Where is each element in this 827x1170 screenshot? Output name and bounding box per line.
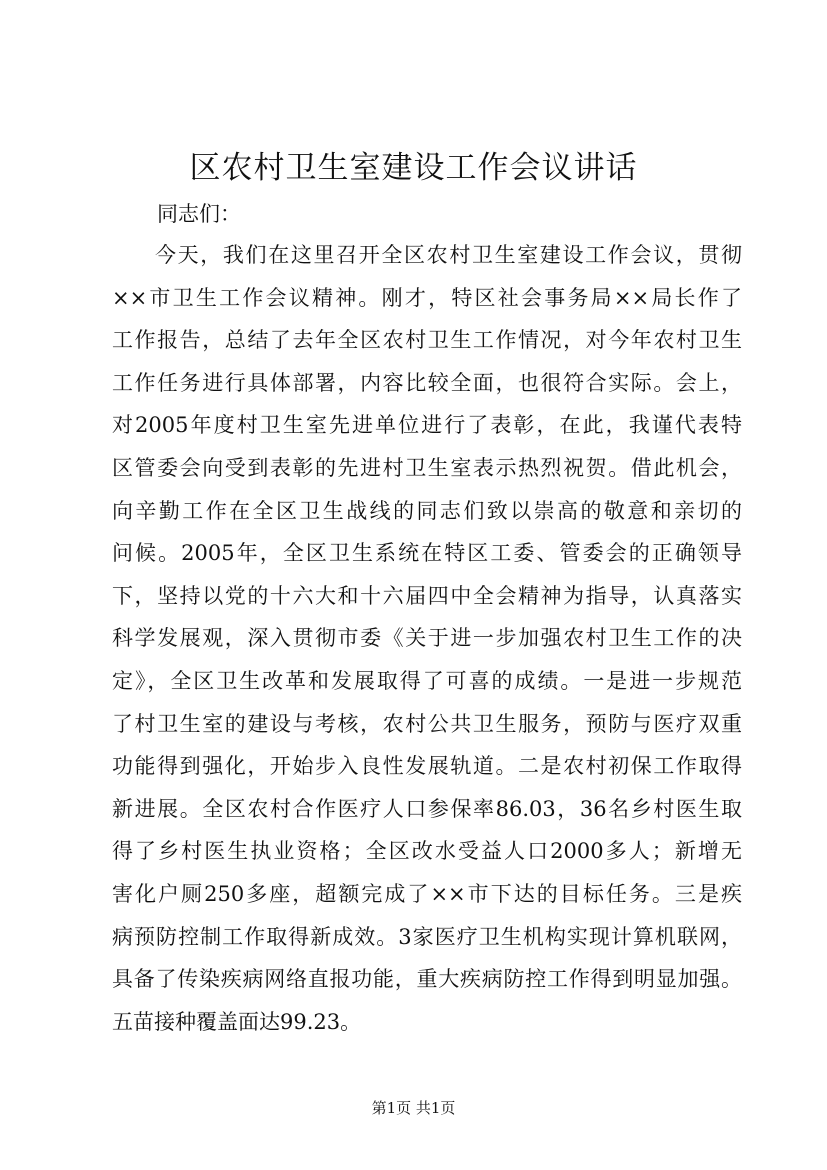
body-line: 五苗接种覆盖面达99.23。 bbox=[112, 1009, 362, 1034]
body-line: ××市卫生工作会议精神。刚才，特区社会事务局××局长作了 bbox=[112, 285, 742, 310]
body-line: 定》，全区卫生改革和发展取得了可喜的成绩。一是进一步规范 bbox=[112, 668, 742, 693]
greeting: 同志们： bbox=[157, 202, 241, 226]
page-number: 第1页 共1页 bbox=[371, 1099, 456, 1117]
document-title: 区农村卫生室建设工作会议讲话 bbox=[189, 150, 638, 186]
body-line: 功能得到强化，开始步入良性发展轨道。二是农村初保工作取得 bbox=[112, 754, 742, 779]
body-line: 下，坚持以党的十六大和十六届四中全会精神为指导，认真落实 bbox=[112, 583, 742, 608]
body-line: 得了乡村医生执业资格；全区改水受益人口2000多人；新增无 bbox=[112, 839, 742, 864]
body-line: 对2005年度村卫生室先进单位进行了表彰，在此，我谨代表特 bbox=[112, 413, 742, 438]
body-line: 向辛勤工作在全区卫生战线的同志们致以崇高的敬意和亲切的 bbox=[112, 498, 742, 523]
body-line: 工作报告，总结了去年全区农村卫生工作情况，对今年农村卫生 bbox=[112, 328, 742, 353]
body-line: 病预防控制工作取得新成效。3家医疗卫生机构实现计算机联网， bbox=[112, 924, 742, 949]
body-paragraph bbox=[112, 234, 742, 1043]
body-line: 工作任务进行具体部署，内容比较全面，也很符合实际。会上， bbox=[112, 370, 742, 395]
body-line: 了村卫生室的建设与考核，农村公共卫生服务，预防与医疗双重 bbox=[112, 711, 742, 736]
body-line: 具备了传染疾病网络直报功能，重大疾病防控工作得到明显加强。 bbox=[112, 967, 742, 992]
body-line: 问候。2005年，全区卫生系统在特区工委、管委会的正确领导 bbox=[112, 541, 742, 566]
body-line: 新进展。全区农村合作医疗人口参保率86.03，36名乡村医生取 bbox=[112, 796, 742, 821]
body-line: 害化户厕250多座，超额完成了××市下达的目标任务。三是疾 bbox=[112, 881, 742, 906]
body-line: 科学发展观，深入贯彻市委《关于进一步加强农村卫生工作的决 bbox=[112, 626, 742, 651]
body-line: 今天，我们在这里召开全区农村卫生室建设工作会议，贯彻 bbox=[155, 243, 742, 267]
body-line: 区管委会向受到表彰的先进村卫生室表示热烈祝贺。借此机会， bbox=[112, 455, 742, 480]
